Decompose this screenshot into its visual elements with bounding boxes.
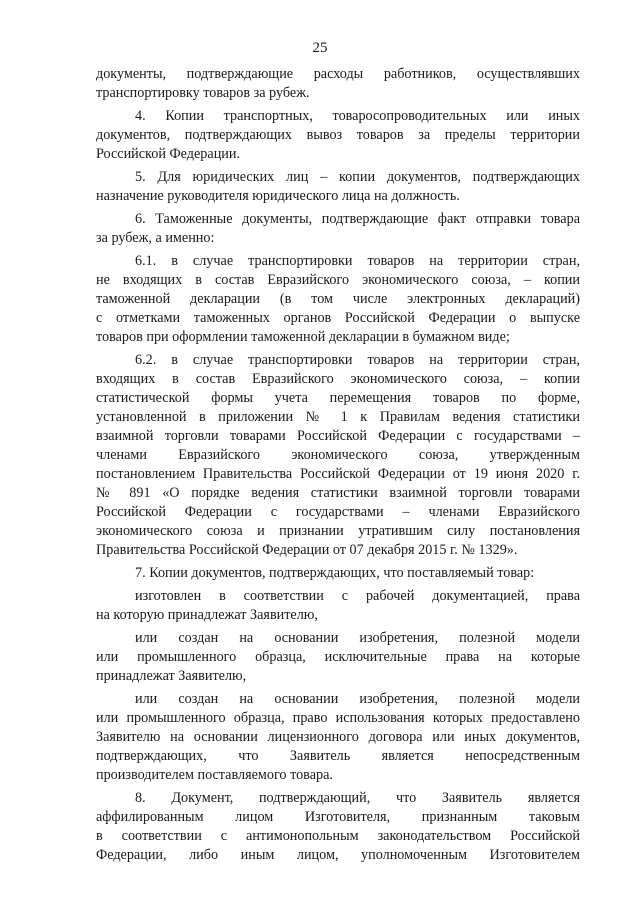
text-line: за рубеж, а именно:: [96, 230, 215, 246]
text-line: не входящих в состав Евразийского экономического союза, – копии: [96, 272, 580, 288]
text-line: таможенной декларации (в том числе электронных деклараций): [96, 291, 580, 307]
text-line: изготовлен в соответствии с рабочей документацией, права: [135, 588, 580, 604]
text-line: транспортировку товаров за рубеж.: [96, 85, 310, 101]
text-line: 6.1. в случае транспортировки товаров на территории стран,: [135, 253, 580, 269]
text-line: входящих в состав Евразийского экономического союза, – копии: [96, 371, 580, 387]
text-line: Правительства Российской Федерации от 07 декабря 2015 г. № 1329».: [96, 542, 518, 558]
text-line: 5. Для юридических лиц – копии документов, подтверждающих: [135, 169, 580, 185]
text-line: принадлежат Заявителю,: [96, 668, 247, 684]
text-line: или промышленного образца, исключительные права на которые: [96, 649, 580, 665]
text-line: 6. Таможенные документы, подтверждающие факт отправки товара: [135, 211, 580, 227]
text-line: аффилированным лицом Изготовителя, признанным таковым: [96, 809, 580, 825]
text-line: или создан на основании изобретения, полезной модели: [135, 691, 580, 707]
text-line: подтверждающих, что Заявитель является непосредственным: [96, 748, 580, 764]
text-line: с отметками таможенных органов Российской Федерации о выпуске: [96, 310, 580, 326]
text-line: или создан на основании изобретения, полезной модели: [135, 630, 580, 646]
text-line: или промышленного образца, право использования которых предоставлено: [96, 710, 580, 726]
text-line: установленной в приложении № 1 к Правилам ведения статистики: [96, 409, 580, 425]
text-line: постановлением Правительства Российской Федерации от 19 июня 2020 г.: [96, 466, 580, 482]
text-line: статистической формы учета перемещения товаров по форме,: [96, 390, 580, 406]
text-line: Российской Федерации с государствами – членами Евразийского: [96, 504, 580, 520]
text-line: в соответствии с антимонопольным законодательством Российской: [96, 828, 580, 844]
page-number: 25: [312, 40, 328, 56]
text-line: документы, подтверждающие расходы работников, осуществлявших: [96, 66, 580, 82]
text-line: документов, подтверждающих вывоз товаров за пределы территории: [96, 127, 580, 143]
text-line: 6.2. в случае транспортировки товаров на территории стран,: [135, 352, 580, 368]
text-line: производителем поставляемого товара.: [96, 767, 333, 783]
text-line: № 891 «О порядке ведения статистики взаимной торговли товарами: [96, 485, 580, 501]
text-line: Российской Федерации.: [96, 146, 241, 162]
text-line: членами Евразийского экономического союза, утвержденным: [96, 447, 580, 463]
text-line: 4. Копии транспортных, товаросопроводительных или иных: [135, 108, 580, 124]
text-line: 7. Копии документов, подтверждающих, что поставляемый товар:: [135, 565, 535, 581]
text-line: экономического союза и признании утратившим силу постановления: [96, 523, 580, 539]
text-line: назначение руководителя юридического лица на должность.: [96, 188, 460, 204]
text-line: товаров при оформлении таможенной декларации в бумажном виде;: [96, 329, 510, 345]
text-line: Заявителю на основании лицензионного договора или иных документов,: [96, 729, 580, 745]
text-line: Федерации, либо иным лицом, уполномоченным Изготовителем: [96, 847, 580, 863]
text-line: 8. Документ, подтверждающий, что Заявитель является: [135, 790, 580, 806]
text-line: взаимной торговли товарами Российской Федерации с государствами –: [96, 428, 580, 444]
text-line: на которую принадлежат Заявителю,: [96, 607, 318, 623]
